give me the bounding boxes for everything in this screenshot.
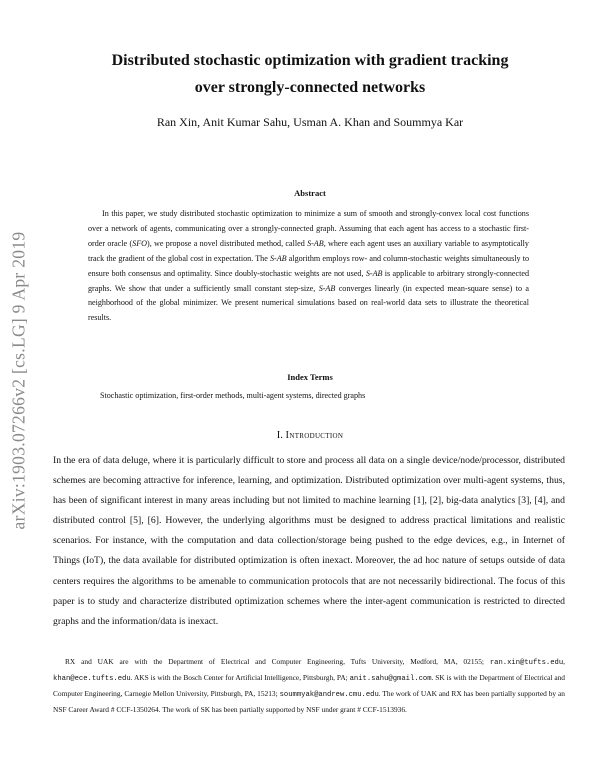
- author-list: Ran Xin, Anit Kumar Sahu, Usman A. Khan and Soummya Kar: [156, 115, 464, 129]
- section-heading-introduction: [60, 430, 560, 441]
- email-soummyak: soummyak@andrew.cmu.edu: [279, 690, 379, 699]
- email-anit-sahu: anit.sahu@gmail.com: [349, 674, 432, 683]
- paper-title: [60, 47, 560, 101]
- index-terms-text: Stochastic optimization, first-order methods, multi-agent systems, directed graphs: [100, 391, 366, 400]
- sab-term: S-AB: [365, 268, 383, 278]
- email-ran-xin: ran.xin@tufts.edu: [489, 659, 564, 667]
- sab-term: S-AB: [269, 253, 287, 263]
- sab-term: S-AB: [307, 238, 324, 248]
- title-line-2: over strongly-connected networks: [194, 79, 426, 96]
- email-khan: khan@ece.tufts.edu: [53, 674, 131, 683]
- arxiv-id-text: arXiv:1903.07266v2 [cs.LG] 9 Apr 2019: [8, 231, 29, 529]
- arxiv-sidebar-identifier: [4, 210, 34, 550]
- sab-term: S-AB: [318, 283, 336, 293]
- section-number: I.: [276, 430, 283, 441]
- index-terms-heading: Index Terms: [287, 372, 333, 382]
- sfo-term: SFO: [132, 238, 147, 248]
- introduction-paragraph: In the era of data deluge, where it is particularly difficult to store and process all data on a single device/node/processor, distributed schemes are becoming attractive for inference, learning, and optimization. Distributed optimization over multi-agent systems, thus, has been of significant interest in many areas including but not limited to machine learning [1], [2], big-data analytics [3], [4], and distributed control [5], [6]. However, the underlying algorithms must be designed to address practical limitations and realistic scenarios. For instance, with the computation and data collection/storage being pushed to the edge devices, e.g., in Internet of Things (IoT), the data available for distributed optimization is often inexact. Moreover, the ad hoc nature of setups outside of data centers requires the algorithms to be amenable to communication protocols that are not necessarily bidirectional. The focus of this paper is to study and characterize distributed optimization schemes where the inter-agent communication is restricted to directed graphs and the information/data is inexact.: [53, 455, 565, 627]
- section-title: Introduction: [285, 430, 344, 441]
- abstract-text: In this paper, we study distributed stochastic optimization to minimize a sum of smooth and strongly-convex local cost functions over a network of agents, communicating over a strongly-connected graph. Assuming that each agent has access to a stochastic first-order oracle (SFO), we propose a novel distributed method, called S-AB, where each agent uses an auxiliary variable to asymptotically track the gradient of the global cost in expectation. The S-AB algorithm employs row- and column-stochastic weights simultaneously to ensure both consensus and optimality. Since doubly-stochastic weights are not used, S-AB is applicable to arbitrary strongly-connected graphs. We show that under a sufficiently small constant step-size, S-AB converges linearly (in expected mean-square sense) to a neighborhood of the global minimizer. We present numerical simulations based on real-world data sets to illustrate the theoretical results.: [88, 209, 529, 323]
- author-affiliation-footnote: RX and UAK are with the Department of Electrical and Computer Engineering, Tufts University, Medford, MA, 02155; ran.xin@tufts.edu, khan@ece.tufts.edu. AKS is with the Bosch Center for Artificial Intelligence, Pittsburgh, PA; anit.sahu@gmail.com. SK is with the Department of Electrical and Computer Engineering, Carnegie Mellon University, Pittsburgh, PA, 15213; soummyak@andrew.cmu.edu. The work of UAK and RX has been partially supported by an NSF Career Award # CCF-1350264. The work of SK has been partially supported by NSF under grant # CCF-1513936.: [53, 657, 565, 714]
- title-line-1: Distributed stochastic optimization with gradient tracking: [111, 52, 509, 69]
- abstract-heading: Abstract: [294, 188, 326, 198]
